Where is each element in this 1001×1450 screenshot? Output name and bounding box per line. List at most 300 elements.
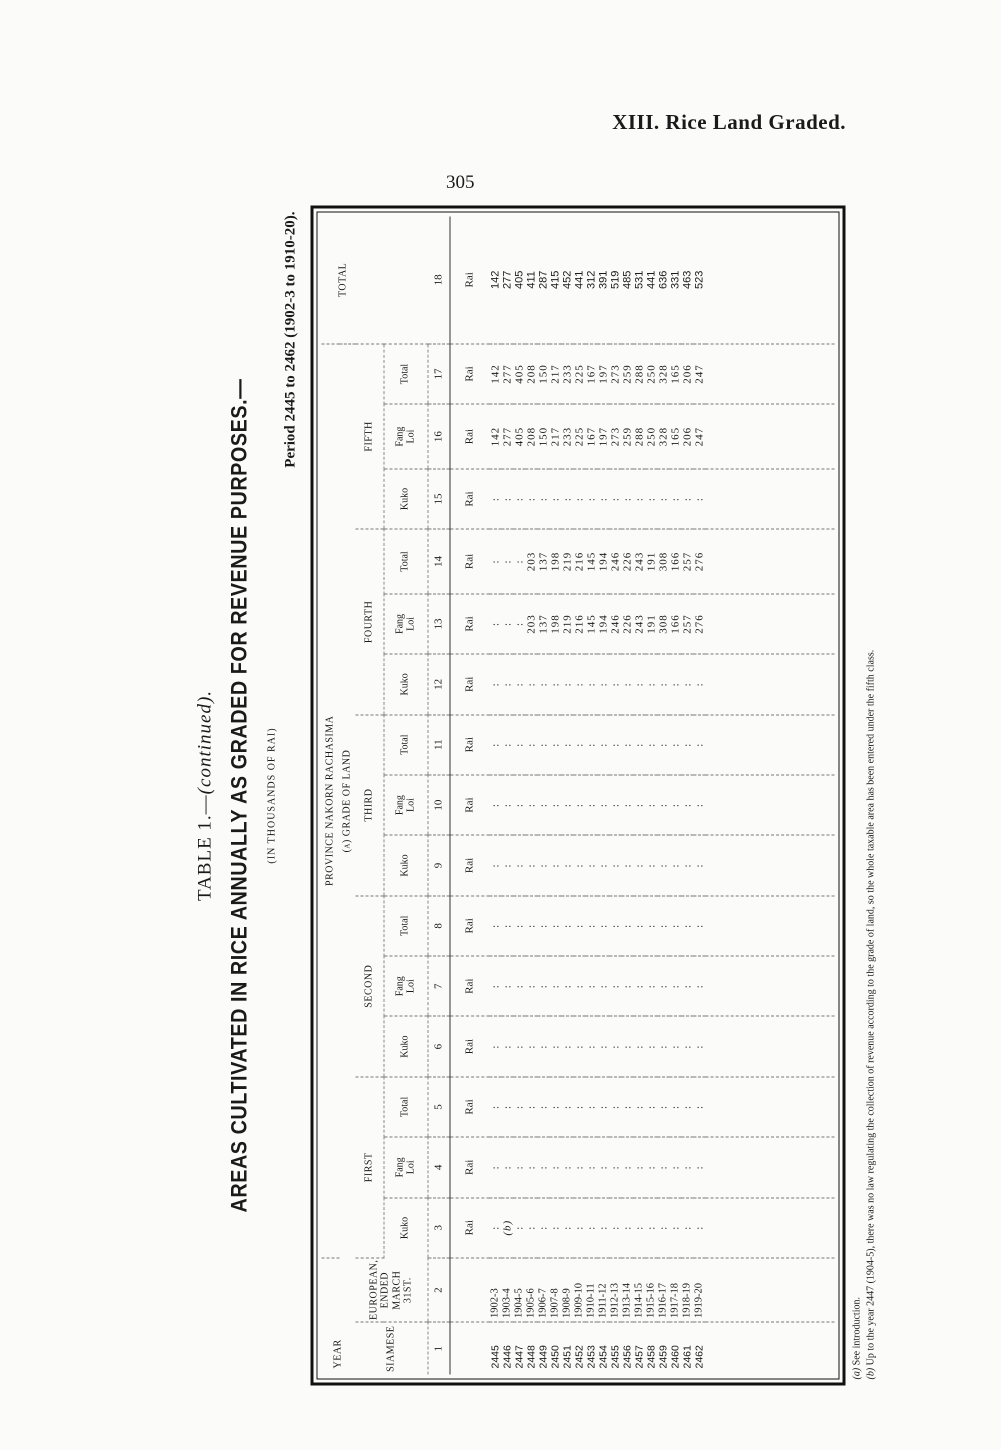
column-number: 7 [427, 956, 449, 1016]
empty-cell: : [561, 835, 573, 895]
european-header: EUROPEAN, ENDED MARCH 31ST. [355, 1257, 427, 1322]
sub-kuko-header: Kuko [383, 1016, 427, 1076]
empty-cell: : [573, 1197, 585, 1257]
unit-label: Rai [449, 1137, 489, 1197]
total-header: TOTAL [321, 216, 427, 343]
filler-cell [705, 835, 834, 895]
sub-total-header: Total [383, 529, 427, 594]
year-siamese: 2459 [657, 1344, 669, 1368]
table-row [525, 216, 537, 1374]
fifth-total-value: 247 [693, 343, 705, 404]
empty-cell: : [573, 714, 585, 774]
column-number: 2 [427, 1257, 449, 1322]
grade-of-land-header: (a) GRADE OF LAND [341, 749, 353, 852]
empty-cell: : [645, 714, 657, 774]
empty-cell: : [537, 956, 549, 1016]
fifth-fang-loi-value: 273 [609, 404, 621, 469]
unit-label: Rai [449, 714, 489, 774]
empty-cell: : [489, 956, 501, 1016]
fourth-fang-loi-value: 257 [681, 593, 693, 653]
empty-cell: : [633, 774, 645, 834]
fourth-total-value: : [489, 529, 501, 594]
empty-cell: : [669, 1137, 681, 1197]
empty-cell: : [681, 714, 693, 774]
grand-total-value: 312 [585, 216, 597, 343]
empty-cell: : [561, 1016, 573, 1076]
fifth-total-value: 405 [513, 343, 525, 404]
grade-third-header: THIRD [355, 714, 383, 895]
empty-cell: : [513, 468, 525, 528]
empty-cell: : [525, 1137, 537, 1197]
title-continued: (continued). [194, 689, 215, 794]
empty-cell: : [597, 1016, 609, 1076]
empty-cell: : [621, 1137, 633, 1197]
empty-cell: : [657, 1016, 669, 1076]
empty-cell: : [621, 774, 633, 834]
grand-total-value: 331 [669, 216, 681, 343]
empty-cell: : [609, 1197, 621, 1257]
empty-cell: : [645, 654, 657, 714]
rotated-table-sheet [190, 205, 876, 1385]
fourth-total-value: 194 [597, 529, 609, 594]
empty-cell: : [585, 774, 597, 834]
empty-cell: : [561, 714, 573, 774]
empty-cell: : [525, 468, 537, 528]
empty-cell: : [633, 714, 645, 774]
empty-cell: : [633, 654, 645, 714]
empty-cell: : [573, 835, 585, 895]
table-row [693, 216, 705, 1374]
empty-cell: : [681, 1016, 693, 1076]
empty-cell: : [621, 1197, 633, 1257]
fourth-fang-loi-value: 203 [525, 593, 537, 653]
year-european: 1913-14 [621, 1257, 633, 1322]
empty-cell: : [573, 1076, 585, 1136]
empty-cell: : [513, 1197, 525, 1257]
fourth-fang-loi-value: 198 [549, 593, 561, 653]
year-european: 1916-17 [657, 1257, 669, 1322]
unit-label: Rai [449, 1016, 489, 1076]
empty-cell: : [513, 835, 525, 895]
empty-cell: : [597, 714, 609, 774]
footnote-b: (b) Up to the year 2447 (1904-5), there was no law regulating the collection of revenue according to the grade of land, so the whole taxable area has been entered under the fifth class. [865, 649, 876, 1379]
empty-cell: : [597, 1137, 609, 1197]
empty-cell: : [549, 468, 561, 528]
empty-cell: : [537, 1137, 549, 1197]
empty-cell: : [681, 1137, 693, 1197]
empty-cell: : [693, 1197, 705, 1257]
empty-cell: : [609, 714, 621, 774]
year-siamese: 2462 [693, 1344, 705, 1368]
fifth-fang-loi-value: 405 [513, 404, 525, 469]
fifth-fang-loi-value: 208 [525, 404, 537, 469]
empty-cell: : [633, 895, 645, 955]
table-row [621, 216, 633, 1374]
fourth-total-value: 246 [609, 529, 621, 594]
sub-fang-loi-header: Fang Loi [383, 956, 427, 1016]
table-row [501, 216, 513, 1374]
empty-cell: : [657, 1076, 669, 1136]
unit-label: Rai [449, 404, 489, 469]
fifth-fang-loi-value: 142 [489, 404, 501, 469]
empty-cell: : [669, 714, 681, 774]
fourth-total-value: 243 [633, 529, 645, 594]
empty-cell: : [621, 895, 633, 955]
empty-cell: : [621, 835, 633, 895]
empty-cell: : [633, 1137, 645, 1197]
empty-cell: : [537, 1076, 549, 1136]
year-siamese: 2453 [585, 1344, 597, 1368]
empty-cell: : [609, 956, 621, 1016]
grand-total-value: 452 [561, 216, 573, 343]
fourth-total-value: 216 [573, 529, 585, 594]
empty-cell: : [645, 1076, 657, 1136]
year-european: 1917-18 [669, 1257, 681, 1322]
fifth-total-value: 233 [561, 343, 573, 404]
fourth-fang-loi-value: 243 [633, 593, 645, 653]
empty-cell: : [633, 835, 645, 895]
empty-cell: : [513, 1016, 525, 1076]
fifth-total-value: 142 [489, 343, 501, 404]
year-european: 1903-4 [501, 1257, 513, 1322]
year-european: 1918-19 [681, 1257, 693, 1322]
grand-total-value: 523 [693, 216, 705, 343]
empty-cell: : [501, 1137, 513, 1197]
sub-fang-loi-header: Fang Loi [383, 404, 427, 469]
empty-cell: : [573, 1016, 585, 1076]
fourth-total-value: 166 [669, 529, 681, 594]
empty-cell: : [669, 468, 681, 528]
empty-cell: : [573, 654, 585, 714]
empty-cell: : [549, 1197, 561, 1257]
year-european: 1909-10 [573, 1257, 585, 1322]
column-number: 12 [427, 654, 449, 714]
filler-cell [705, 593, 834, 653]
empty-cell: : [501, 835, 513, 895]
running-head: XIII. Rice Land Graded. [612, 110, 846, 134]
year-siamese: 2451 [561, 1344, 573, 1368]
column-number: 10 [427, 774, 449, 834]
table-subtitle: AREAS CULTIVATED IN RICE ANNUALLY AS GRADED FOR REVENUE PURPOSES.— [226, 378, 251, 1212]
empty-cell: : [621, 714, 633, 774]
empty-cell: : [561, 774, 573, 834]
column-number: 16 [427, 404, 449, 469]
empty-cell: : [561, 468, 573, 528]
empty-cell: : [693, 835, 705, 895]
filler-cell [705, 1322, 834, 1374]
footnotes [850, 649, 878, 1379]
empty-cell: : [549, 895, 561, 955]
grand-total-value: 463 [681, 216, 693, 343]
empty-cell: : [621, 956, 633, 1016]
fifth-fang-loi-value: 250 [645, 404, 657, 469]
empty-cell: : [681, 774, 693, 834]
grand-total-value: 636 [657, 216, 669, 343]
empty-cell: : [501, 468, 513, 528]
fourth-total-value: 137 [537, 529, 549, 594]
year-european: 1907-8 [549, 1257, 561, 1322]
empty-cell: : [645, 895, 657, 955]
column-number: 17 [427, 343, 449, 404]
empty-cell: : [693, 654, 705, 714]
empty-cell: : [585, 468, 597, 528]
year-header: YEAR [332, 1338, 344, 1368]
empty-cell: : [597, 468, 609, 528]
year-siamese: 2450 [549, 1344, 561, 1368]
empty-cell: : [681, 468, 693, 528]
empty-cell: : [525, 774, 537, 834]
table-frame [310, 205, 845, 1385]
sub-total-header: Total [383, 895, 427, 955]
filler-cell [705, 1137, 834, 1197]
empty-cell: : [609, 835, 621, 895]
table-heading [190, 205, 308, 1385]
empty-cell: : [513, 654, 525, 714]
empty-cell: : [549, 1016, 561, 1076]
footnote-b-marker: (b) [501, 1197, 513, 1257]
unit-label: Rai [449, 216, 489, 343]
unit-label: Rai [449, 774, 489, 834]
empty-cell: : [585, 835, 597, 895]
table-row [645, 216, 657, 1374]
empty-cell: : [501, 1076, 513, 1136]
fourth-total-value: : [513, 529, 525, 594]
year-european: 1902-3 [489, 1257, 501, 1322]
empty-cell: : [621, 654, 633, 714]
sub-total-header: Total [383, 714, 427, 774]
fifth-total-value: 288 [633, 343, 645, 404]
empty-cell: : [501, 895, 513, 955]
year-siamese: 2460 [669, 1344, 681, 1368]
table-row [609, 216, 621, 1374]
filler-cell [705, 1016, 834, 1076]
empty-cell: : [525, 1016, 537, 1076]
empty-cell: : [681, 1076, 693, 1136]
fourth-fang-loi-value: 191 [645, 593, 657, 653]
empty-cell: : [549, 956, 561, 1016]
year-siamese: 2448 [525, 1344, 537, 1368]
empty-cell: : [621, 1016, 633, 1076]
empty-cell: : [525, 654, 537, 714]
table-row [573, 216, 585, 1374]
fifth-fang-loi-value: 167 [585, 404, 597, 469]
empty-cell: : [561, 1137, 573, 1197]
grand-total-value: 411 [525, 216, 537, 343]
empty-cell: : [693, 956, 705, 1016]
fourth-fang-loi-value: 216 [573, 593, 585, 653]
empty-cell: : [501, 714, 513, 774]
empty-cell: : [501, 1016, 513, 1076]
empty-cell: : [489, 654, 501, 714]
fifth-fang-loi-value: 288 [633, 404, 645, 469]
year-european: 1910-11 [585, 1257, 597, 1322]
empty-cell: : [681, 895, 693, 955]
empty-cell: : [585, 895, 597, 955]
sub-fang-loi-header: Fang Loi [383, 593, 427, 653]
grand-total-value: 287 [537, 216, 549, 343]
sub-fang-loi-header: Fang Loi [383, 774, 427, 834]
fifth-fang-loi-value: 165 [669, 404, 681, 469]
fifth-fang-loi-value: 225 [573, 404, 585, 469]
empty-cell: : [537, 835, 549, 895]
filler-cell [705, 216, 834, 343]
empty-cell: : [513, 956, 525, 1016]
year-european: 1912-13 [609, 1257, 621, 1322]
empty-cell: : [609, 895, 621, 955]
empty-cell: : [525, 895, 537, 955]
unit-label: Rai [449, 468, 489, 528]
empty-cell: : [657, 468, 669, 528]
fifth-fang-loi-value: 197 [597, 404, 609, 469]
sub-kuko-header: Kuko [383, 468, 427, 528]
empty-cell: : [645, 1137, 657, 1197]
empty-cell: : [645, 1197, 657, 1257]
fifth-total-value: 277 [501, 343, 513, 404]
fifth-total-value: 197 [597, 343, 609, 404]
empty-cell: : [657, 1137, 669, 1197]
empty-cell: : [585, 1197, 597, 1257]
fifth-total-value: 273 [609, 343, 621, 404]
empty-cell: : [489, 895, 501, 955]
fourth-total-value: 276 [693, 529, 705, 594]
fourth-fang-loi-value: 276 [693, 593, 705, 653]
empty-cell: : [537, 1197, 549, 1257]
empty-cell: : [525, 956, 537, 1016]
empty-cell: : [669, 895, 681, 955]
empty-cell: : [585, 654, 597, 714]
empty-cell: : [489, 1016, 501, 1076]
column-number: 1 [427, 1322, 449, 1374]
empty-cell: : [621, 468, 633, 528]
filler-cell [705, 895, 834, 955]
empty-cell: : [537, 654, 549, 714]
table-units: (IN THOUSANDS OF RAI) [266, 726, 277, 864]
empty-cell: : [489, 1197, 501, 1257]
empty-cell: : [669, 956, 681, 1016]
empty-cell: : [669, 654, 681, 714]
empty-cell: : [633, 956, 645, 1016]
year-siamese: 2454 [597, 1344, 609, 1368]
empty-cell: : [573, 468, 585, 528]
empty-cell: : [609, 774, 621, 834]
column-number: 14 [427, 529, 449, 594]
empty-cell: : [537, 468, 549, 528]
empty-cell: : [669, 1016, 681, 1076]
empty-cell: : [561, 1197, 573, 1257]
empty-cell: : [573, 895, 585, 955]
siamese-header: SIAMESE [355, 1322, 427, 1374]
empty-cell: : [537, 714, 549, 774]
table-title: TABLE 1.—(continued). [194, 689, 215, 901]
empty-cell: : [561, 895, 573, 955]
empty-cell: : [585, 1016, 597, 1076]
empty-cell: : [609, 654, 621, 714]
empty-cell: : [645, 468, 657, 528]
year-siamese: 2458 [645, 1344, 657, 1368]
year-european: 1911-12 [597, 1257, 609, 1322]
empty-cell: : [501, 654, 513, 714]
empty-cell: : [549, 714, 561, 774]
fourth-total-value: 145 [585, 529, 597, 594]
empty-cell: : [657, 654, 669, 714]
grand-total-value: 142 [489, 216, 501, 343]
year-siamese: 2455 [609, 1344, 621, 1368]
empty-cell: : [693, 1137, 705, 1197]
unit-label: Rai [449, 835, 489, 895]
unit-label: Rai [449, 895, 489, 955]
grand-total-value: 405 [513, 216, 525, 343]
filler-cell [705, 468, 834, 528]
fourth-fang-loi-value: 308 [657, 593, 669, 653]
sub-total-header: Total [383, 343, 427, 404]
unit-label: Rai [449, 343, 489, 404]
column-number: 6 [427, 1016, 449, 1076]
empty-cell: : [657, 774, 669, 834]
empty-cell: : [609, 1016, 621, 1076]
year-siamese: 2445 [489, 1344, 501, 1368]
empty-cell: : [525, 1076, 537, 1136]
empty-cell: : [693, 774, 705, 834]
empty-cell: : [549, 1137, 561, 1197]
grand-total-value: 531 [633, 216, 645, 343]
sub-fang-loi-header: Fang Loi [383, 1137, 427, 1197]
empty-cell: : [633, 1016, 645, 1076]
empty-cell: : [549, 835, 561, 895]
year-siamese: 2452 [573, 1344, 585, 1368]
empty-cell: : [669, 1076, 681, 1136]
column-number: 3 [427, 1197, 449, 1257]
grade-fourth-header: FOURTH [355, 529, 383, 714]
empty-cell: : [585, 1137, 597, 1197]
empty-cell: : [609, 1137, 621, 1197]
table-row [561, 216, 573, 1374]
year-siamese: 2457 [633, 1344, 645, 1368]
filler-cell [705, 956, 834, 1016]
fourth-fang-loi-value: 145 [585, 593, 597, 653]
sub-kuko-header: Kuko [383, 654, 427, 714]
footnote-a: (a) See introduction. [851, 1296, 862, 1379]
fifth-fang-loi-value: 259 [621, 404, 633, 469]
grade-second-header: SECOND [355, 895, 383, 1076]
empty-cell: : [525, 835, 537, 895]
empty-cell: : [585, 1076, 597, 1136]
page-number: 305 [446, 172, 475, 193]
empty-cell: : [633, 1197, 645, 1257]
empty-cell: : [633, 1076, 645, 1136]
empty-cell: : [537, 895, 549, 955]
year-european: 1904-5 [513, 1257, 525, 1322]
year-siamese: 2456 [621, 1344, 633, 1368]
unit-label: Rai [449, 1076, 489, 1136]
empty-cell: : [513, 1076, 525, 1136]
filler-cell [705, 343, 834, 404]
grand-total-value: 415 [549, 216, 561, 343]
empty-cell: : [657, 1197, 669, 1257]
fourth-total-value: 191 [645, 529, 657, 594]
fourth-total-value: 198 [549, 529, 561, 594]
filler-cell [705, 774, 834, 834]
empty-cell: : [573, 774, 585, 834]
year-siamese: 2449 [537, 1344, 549, 1368]
fifth-total-value: 217 [549, 343, 561, 404]
column-number: 9 [427, 835, 449, 895]
empty-cell: : [657, 895, 669, 955]
empty-cell: : [693, 1076, 705, 1136]
grand-total-value: 519 [609, 216, 621, 343]
empty-cell: : [561, 1076, 573, 1136]
fifth-fang-loi-value: 328 [657, 404, 669, 469]
empty-cell: : [645, 774, 657, 834]
